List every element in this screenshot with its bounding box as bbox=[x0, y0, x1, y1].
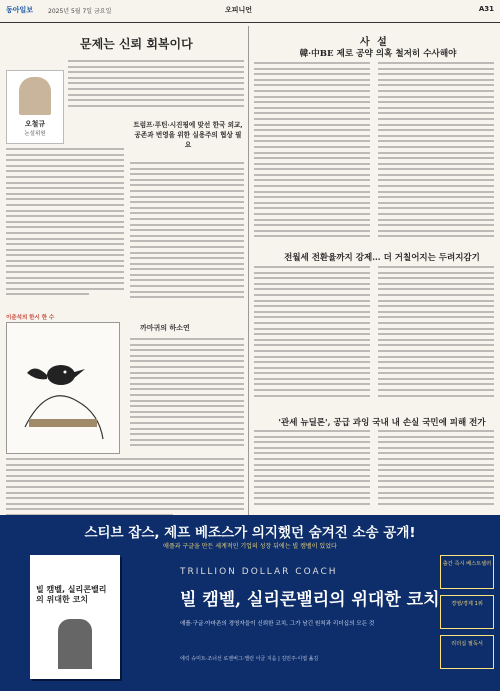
poem-column-title: 이준석의 한시 한 수 bbox=[6, 315, 55, 321]
ad-author-note: 에릭 슈미트·조너선 로젠버그·앨런 이글 지음 | 김민주·이엽 옮김 bbox=[180, 656, 319, 662]
poem-column-label bbox=[6, 313, 54, 321]
editorial-2-col-b bbox=[378, 266, 494, 400]
issue-date: 2025년 5월 7일 금요일 bbox=[48, 8, 112, 15]
ad-eyebrow: TRILLION DOLLAR COACH bbox=[180, 567, 338, 577]
ad-badge-3: 리더십 필독서 bbox=[440, 635, 494, 669]
column-body-top bbox=[68, 60, 244, 110]
editorial-headline-2: 전월세 전환율까지 강제… 더 거칠어지는 두려지감기 bbox=[284, 253, 480, 263]
cartoon-caption: 까마귀의 하소연 bbox=[140, 324, 190, 332]
column-body-left bbox=[6, 148, 124, 299]
author-photo bbox=[19, 77, 51, 115]
book-cover bbox=[30, 555, 120, 679]
ad-badge-2: 경영/경제 1위 bbox=[440, 595, 494, 629]
book-cover-portrait bbox=[58, 619, 92, 669]
editorial-1-col-a bbox=[254, 62, 370, 241]
page-number: A31 bbox=[478, 5, 494, 13]
ad-main-title: 빌 캠벨, 실리콘밸리의 위대한 코치 bbox=[180, 590, 440, 610]
author-name: 오철규 bbox=[24, 120, 46, 128]
editorial-3-col-b bbox=[378, 430, 494, 508]
column-body-bottom bbox=[6, 458, 244, 520]
editorial-1-col-b bbox=[378, 62, 494, 241]
ad-badge-1: 출간 즉시 베스트셀러 bbox=[440, 555, 494, 589]
ad-subheadline: 애플과 구글을 만든 세계적인 기업의 성장 뒤에는 빌 캠벨이 있었다 bbox=[163, 543, 337, 550]
ad-headline: 스티브 잡스, 제프 베조스가 의지했던 숨겨진 소송 공개! bbox=[84, 525, 416, 541]
ad-blurb: 애플·구글·아마존의 경영자들이 신뢰한 코치, 그가 남긴 원칙과 리더십의 모든 것 bbox=[180, 621, 375, 627]
cartoon-drawing bbox=[7, 323, 119, 453]
book-advertisement[interactable] bbox=[0, 515, 500, 691]
book-cover-title: 빌 캠벨, 실리콘밸리의 위대한 코치 bbox=[36, 585, 107, 604]
author-role: 논설위원 bbox=[24, 131, 46, 137]
author-box bbox=[6, 70, 64, 144]
column-divider bbox=[248, 26, 249, 521]
column-title: 문제는 신뢰 회복이다 bbox=[80, 37, 193, 51]
editorial-label: 사 설 bbox=[360, 37, 389, 48]
cartoon-image bbox=[6, 322, 120, 454]
section-title: 오피니언 bbox=[225, 6, 253, 14]
pull-quote: 트럼프·푸틴·시진핑에 맞선 한국 외교, 공존과 번영을 위한 실용주의 협상 필요 bbox=[133, 121, 243, 149]
cartoon-side-text bbox=[130, 338, 244, 450]
editorial-headline-3: '관세 뉴딜론', 공급 과잉 국내 내 손실 국민에 피해 전가 bbox=[278, 418, 486, 428]
column-body-right bbox=[130, 162, 244, 302]
newspaper-logo: 동아일보 bbox=[6, 6, 34, 14]
page-header bbox=[0, 0, 500, 23]
editorial-2-col-a bbox=[254, 266, 370, 400]
editorial-headline-1: 韓·中BE 제로 공약 의혹 철저히 수사해야 bbox=[299, 49, 457, 59]
editorial-3-col-a bbox=[254, 430, 370, 508]
